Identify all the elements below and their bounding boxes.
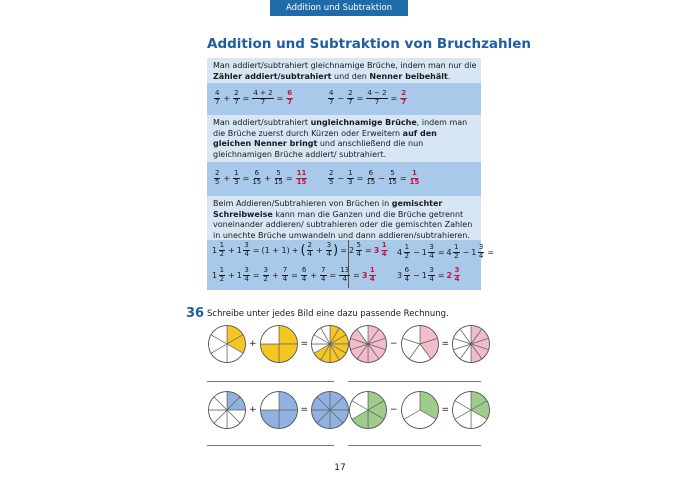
whole-sum: (1 + 1) [261, 245, 290, 255]
equation-2 [327, 90, 408, 106]
rule-1-text-end: . [447, 71, 451, 81]
rule-3 [213, 199, 477, 241]
result-fraction: $\frac{3}{4}$ [454, 266, 460, 283]
fraction: $\frac{4 - 2}{7}$ [367, 89, 387, 106]
answer-line[interactable] [348, 445, 481, 446]
pie-chart [310, 390, 350, 430]
fraction: $\frac{6}{4}$ [301, 266, 307, 283]
fraction: $\frac{7}{4}$ [321, 266, 326, 283]
chapter-tab: Addition und Subtraktion [270, 0, 408, 16]
pie-chart [207, 390, 247, 430]
equals-sign: = [365, 245, 372, 255]
equals-sign: = [242, 173, 250, 183]
fraction: $\frac{6}{15}$ [252, 169, 262, 186]
fraction: $\frac{2}{5}$ [215, 169, 220, 186]
equation-5: 1 $\frac{1}{2}$ + 1 $\frac{3}{4}$ = (1 + 1) + ( $\frac{2}{4}$ + $\frac{3}{4}$ ) = 2 $\frac{5}{4}$ = 3 $\frac{1}{4}$ [212, 241, 387, 258]
pie-chart [451, 390, 491, 430]
rule-1-text: Man addiert/subtrahiert gleichnamige Brüche, indem man nur die [213, 61, 477, 70]
fraction: $\frac{3}{4}$ [429, 243, 434, 260]
pie-group-pink [348, 324, 491, 364]
answer-line[interactable] [207, 381, 334, 382]
equals-sign: = [340, 245, 347, 255]
fraction: $\frac{2}{7}$ [234, 89, 239, 106]
rule-3-text: Beim Addieren/Subtrahieren von Brüchen in [213, 199, 392, 208]
pie-chart [259, 390, 299, 430]
equals-sign: = [252, 245, 260, 255]
plus-sign: + [264, 173, 271, 183]
equation-8: 3 $\frac{6}{4}$ − 1 $\frac{3}{4}$ = 2 $\frac{3}{4}$ [397, 266, 460, 283]
answer-line[interactable] [348, 381, 481, 382]
result-fraction: $\frac{1}{4}$ [369, 266, 375, 283]
fraction: $\frac{5}{4}$ [356, 241, 362, 258]
pie-chart [259, 324, 299, 364]
plus-sign: + [249, 339, 257, 349]
minus-sign: − [390, 339, 398, 349]
fraction: $\frac{3}{4}$ [244, 266, 249, 283]
rule-2-text: Man addiert/subtrahiert [213, 118, 311, 127]
rule-1 [213, 61, 477, 82]
equation-6: 1 $\frac{1}{2}$ + 1 $\frac{3}{4}$ = $\frac{3}{2}$ + $\frac{7}{4}$ = $\frac{6}{4}$ + $\frac{7}{4}$ = $\frac{13}{4}$ = 3 $\frac{1}{4}$ [212, 266, 375, 283]
plus-sign: + [272, 270, 279, 280]
rule-2-text-mid: , indem man die Brüche zuerst durch Kürzen oder Erweitern [213, 118, 468, 138]
equation-7: 4 $\frac{1}{2}$ − 1 $\frac{3}{4}$ = 4 $\frac{1}{2}$ − 1 $\frac{3}{4}$ = [397, 243, 495, 260]
equals-sign: = [356, 93, 364, 103]
rule-3-bold: gemischter Schreibweise [213, 199, 443, 219]
minus-sign: − [378, 173, 385, 183]
result-fraction: $\frac{1}{4}$ [381, 241, 387, 258]
minus-sign: − [413, 247, 420, 257]
equals-sign: = [390, 93, 398, 103]
plus-sign: + [223, 93, 231, 103]
pie-chart [207, 324, 247, 364]
task-number: 36 [186, 306, 205, 321]
rule-3-text-end: kann man die Ganzen und die Brüche getrennt voneinander addieren/ subtrahieren oder die gemischten Zahlen in unechte Brüche umwandeln und dann addieren/subtrahieren. [213, 209, 473, 240]
example-band-1 [207, 83, 481, 115]
equals-sign: = [356, 173, 364, 183]
fraction: $\frac{3}{2}$ [263, 266, 268, 283]
plus-sign: + [249, 405, 257, 415]
info-box [207, 58, 495, 290]
fraction: $\frac{4 + 2}{7}$ [253, 89, 273, 106]
minus-sign: − [337, 93, 345, 103]
fraction: $\frac{5}{15}$ [387, 169, 397, 186]
equation-4 [327, 170, 420, 186]
fraction: $\frac{2}{4}$ [307, 241, 312, 258]
fraction: $\frac{3}{4}$ [326, 241, 332, 258]
plus-sign: + [223, 173, 231, 183]
equals-sign: = [441, 339, 450, 349]
fraction: $\frac{1}{2}$ [219, 241, 225, 258]
page-number: 17 [334, 463, 346, 473]
pie-group-green [348, 390, 491, 430]
plus-sign: + [291, 245, 299, 255]
rule-2-bold-1: ungleichnamige Brüche [310, 118, 417, 127]
equals-sign: = [300, 339, 309, 349]
rule-2 [213, 118, 477, 160]
plus-sign: + [310, 270, 318, 280]
minus-sign: − [337, 173, 345, 183]
example-band-3 [207, 240, 495, 290]
fraction: $\frac{2}{5}$ [329, 169, 334, 186]
equals-sign: = [252, 270, 260, 280]
equals-sign: = [353, 270, 360, 280]
equals-sign: = [399, 173, 407, 183]
fraction: $\frac{7}{4}$ [282, 266, 288, 283]
equals-sign: = [437, 247, 445, 257]
rule-1-bold-1: Zähler addiert/subtrahiert [213, 71, 332, 81]
fraction: $\frac{3}{4}$ [478, 243, 484, 260]
pie-chart [348, 324, 388, 364]
fraction: $\frac{3}{4}$ [429, 266, 434, 283]
equation-1 [213, 90, 294, 106]
answer-line[interactable] [207, 445, 334, 446]
plus-sign: + [316, 245, 323, 255]
result-fraction: $\frac{11}{15}$ [296, 169, 307, 186]
plus-sign: + [228, 270, 235, 280]
fraction: $\frac{5}{15}$ [273, 169, 283, 186]
equals-sign: = [285, 173, 293, 183]
equation-3 [213, 170, 308, 186]
fraction: $\frac{6}{15}$ [366, 169, 376, 186]
minus-sign: − [462, 247, 470, 257]
fraction: $\frac{1}{2}$ [404, 243, 410, 260]
fraction: $\frac{6}{4}$ [404, 266, 410, 283]
minus-sign: − [413, 270, 420, 280]
rule-1-text-mid: und den [331, 71, 370, 81]
equals-sign: = [437, 270, 445, 280]
example-divider [348, 240, 349, 288]
pie-group-yellow [207, 324, 350, 364]
result-fraction: $\frac{6}{7}$ [287, 89, 293, 106]
equals-sign: = [329, 270, 337, 280]
fraction: $\frac{1}{3}$ [348, 169, 353, 186]
pie-chart [400, 390, 440, 430]
fraction: $\frac{4}{7}$ [329, 89, 334, 106]
fraction: $\frac{4}{7}$ [215, 89, 220, 106]
pie-chart [310, 324, 350, 364]
equals-sign: = [487, 247, 495, 257]
equals-sign: = [441, 405, 450, 415]
result-fraction: $\frac{1}{15}$ [409, 169, 420, 186]
equals-sign: = [242, 93, 250, 103]
pie-chart [400, 324, 440, 364]
result-fraction: $\frac{2}{7}$ [401, 89, 407, 106]
minus-sign: − [390, 405, 398, 415]
example-band-2 [207, 162, 481, 196]
fraction: $\frac{3}{4}$ [244, 241, 249, 258]
fraction: $\frac{13}{4}$ [340, 266, 350, 283]
equals-sign: = [276, 93, 284, 103]
fraction: $\frac{1}{3}$ [234, 169, 239, 186]
rule-1-bold-2: Nenner beibehält [369, 71, 448, 81]
rule-2-bold-2: auf den gleichen Nenner bringt [213, 128, 437, 148]
equals-sign: = [291, 270, 298, 280]
fraction: $\frac{1}{2}$ [219, 266, 225, 283]
pie-chart [348, 390, 388, 430]
plus-sign: + [228, 245, 235, 255]
rule-2-text-end: und anschließend die nun gleichnamigen Brüche addiert/ subtrahiert. [213, 139, 424, 159]
page-title: Addition und Subtraktion von Bruchzahlen [207, 36, 532, 52]
fraction: $\frac{2}{7}$ [348, 89, 353, 106]
fraction: $\frac{1}{2}$ [454, 243, 459, 260]
equals-sign: = [300, 405, 309, 415]
pie-chart [451, 324, 491, 364]
pie-group-blue [207, 390, 350, 430]
task-instruction: Schreibe unter jedes Bild eine dazu passende Rechnung. [207, 309, 449, 319]
